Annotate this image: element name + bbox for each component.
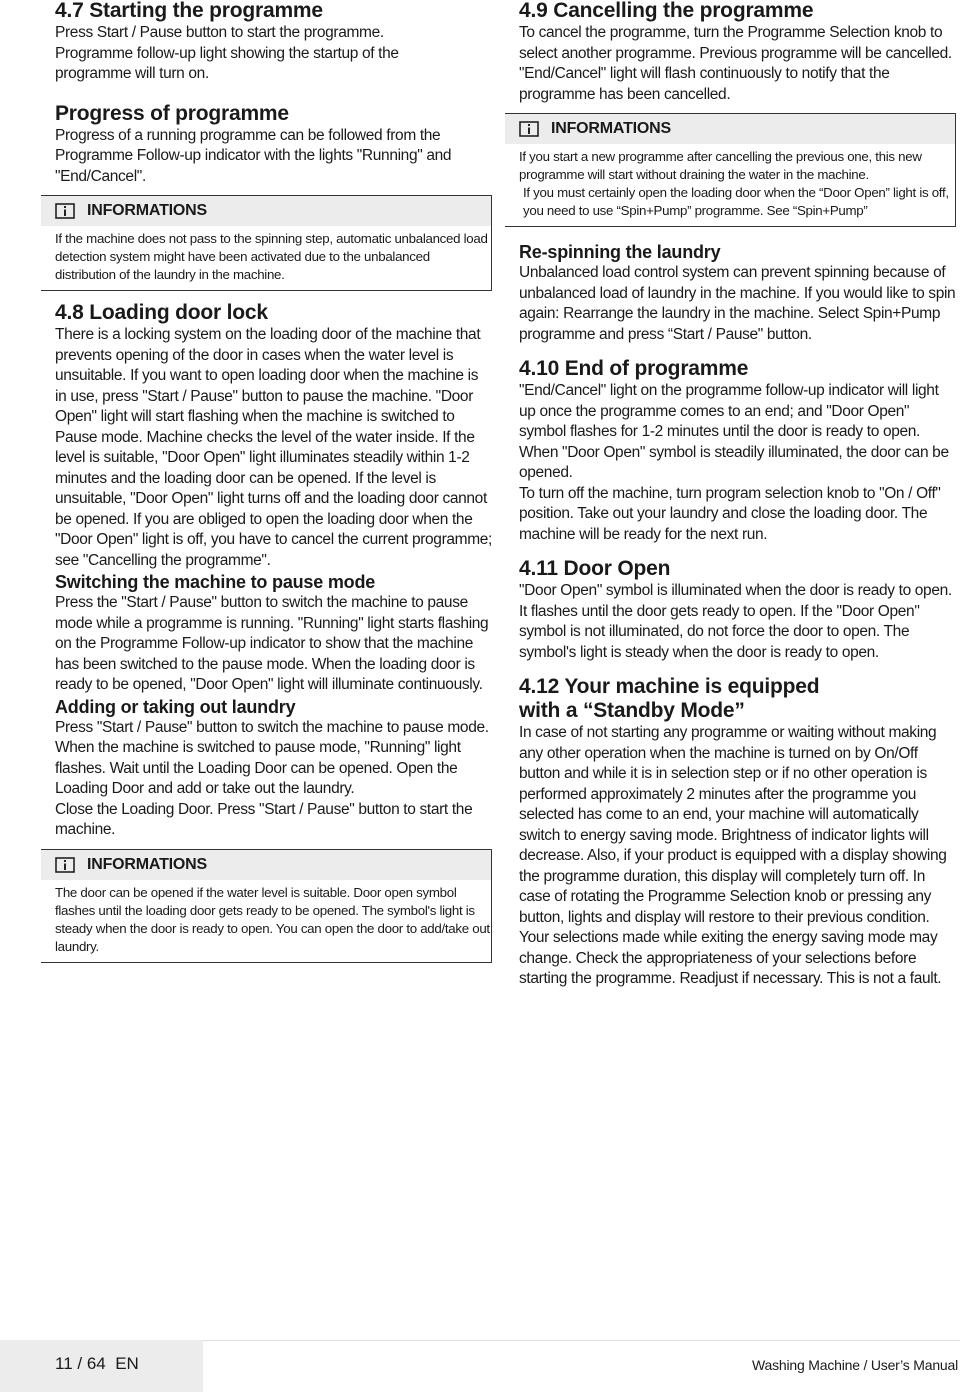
respin-text: Unbalanced load control system can prevent spinning because of unbalanced load of laundry in the machine. If you would like to spin again: Rearrange the laundry in the machine. Select Spin+Pump programme and press “Start / Pause" button.: [519, 264, 956, 343]
info-box-title: INFORMATIONS: [551, 120, 671, 137]
info-icon: [519, 121, 539, 137]
info-box-title: INFORMATIONS: [87, 855, 207, 873]
section-4-7-text: Press Start / Pause button to start the programme. Programme follow-up light showing the startup of the programme will turn on.: [55, 24, 399, 82]
section-4-9-text: To cancel the programme, turn the Programme Selection knob to select another programme. Previous programme will be cancelled. "End/Cancel" light will flash continuously to notify that the programme has been cancelled.: [519, 24, 952, 103]
right-column: [519, 0, 956, 990]
page-number: [55, 1354, 139, 1374]
section-4-10-text-2: To turn off the machine, turn program selection knob to "On / Off" position. Take out your laundry and close the loading door. The machine will be ready for the next run.: [519, 484, 941, 543]
section-4-7-title: 4.7 Starting the programme: [55, 0, 323, 22]
info-box-text-2: If you must certainly open the loading door when the “Door Open” light is off, you need to use “Spin+Pump” programme. See “Spin+Pump”: [523, 185, 949, 218]
page-count: 11 / 64: [55, 1354, 106, 1373]
progress-title: Progress of programme: [55, 101, 289, 125]
info-box-cancel: [505, 113, 956, 227]
section-4-12-title-line-2: with a “Standby Mode”: [519, 699, 745, 722]
progress-text: Progress of a running programme can be followed from the Programme Follow-up indicator with the lights "Running" and "End/Cancel".: [55, 126, 452, 185]
info-box-header: [505, 114, 955, 144]
info-box-header: [41, 196, 491, 226]
info-icon: [55, 857, 75, 873]
info-box-text: The door can be opened if the water level is suitable. Door open symbol flashes until the loading door gets ready to be opened. The symbol's light is steady when the door is ready to open. You can open the door to add/take out laundry.: [55, 884, 490, 954]
section-4-10-text: "End/Cancel" light on the programme follow-up indicator will light up once the programme comes to an end; and "Door Open" symbol flashes for 1-2 minutes until the door is ready to open. When "Door Open" symbol is steadily illuminated, the door can be opened.: [519, 382, 949, 481]
info-box-door: [41, 849, 492, 963]
info-box-header: [41, 850, 491, 880]
pause-mode-text: Press the "Start / Pause" button to switch the machine to pause mode while a programme is running. "Running" light starts flashing on the Programme Follow-up indicator to show that the machine has been switched to the pause mode. When the loading door is ready to be opened, "Door Open" light will illuminate continuously.: [55, 594, 489, 693]
section-4-11-text: "Door Open" symbol is illuminated when the door is ready to open. It flashes until the door gets ready to open. If the "Door Open" symbol is not illuminated, do not force the door to open. The symbol's light is steady when the door is ready to open.: [519, 582, 952, 661]
section-4-10-title: 4.10 End of programme: [519, 357, 749, 380]
footer-divider: [203, 1340, 960, 1341]
info-box-text: If you start a new programme after cancelling the previous one, this new programme will start without draining the water in the machine.: [519, 149, 922, 182]
info-box-spinning: [41, 195, 492, 291]
adding-laundry-title: Adding or taking out laundry: [55, 696, 296, 717]
adding-laundry-text-2: Close the Loading Door. Press "Start / Pause" button to start the machine.: [55, 800, 473, 838]
info-icon: [55, 203, 75, 219]
section-4-11-title: 4.11 Door Open: [519, 557, 671, 580]
pause-mode-title: Switching the machine to pause mode: [55, 572, 376, 592]
adding-laundry-text: Press "Start / Pause" button to switch the machine to pause mode. When the machine is switched to pause mode, "Running" light flashes. Wait until the Loading Door can be opened. Open the Loading Door and add or take out the laundry.: [55, 718, 489, 797]
document-title: Washing Machine / User’s Manual: [752, 1357, 958, 1373]
info-box-text: If the machine does not pass to the spinning step, automatic unbalanced load detection system might have been activated due to the unbalanced distribution of the laundry in the machine.: [55, 231, 488, 282]
respin-title: Re-spinning the laundry: [519, 242, 721, 262]
language-code: EN: [115, 1354, 139, 1373]
section-4-9-title: 4.9 Cancelling the programme: [519, 0, 814, 22]
left-column: [55, 0, 492, 963]
section-4-8-text: There is a locking system on the loading door of the machine that prevents opening of the door in cases when the water level is unsuitable. If you want to open loading door when the machine is in use, press "Start / Pause" button to pause the machine. "Door Open" light will start flashing when the machine is switched to Pause mode. Machine checks the level of the water inside. If the level is suitable, "Door Open" light illuminates steadily within 1-2 minutes and the loading door can be opened. If the level is unsuitable, "Door Open" light turns off and the loading door cannot be opened. If you are obliged to open the loading door when the "Door Open" light is off, you have to cancel the current programme; see "Cancelling the programme".: [55, 326, 493, 569]
section-4-8-title: 4.8 Loading door lock: [55, 301, 268, 324]
info-box-title: INFORMATIONS: [87, 202, 207, 219]
section-4-12-title: 4.12 Your machine is equipped: [519, 675, 820, 698]
section-4-12-text: In case of not starting any programme or waiting without making any other operation when the machine is turned on by On/Off button and while it is in selection step or if no other operation is performed approximately 2 minutes after the programme you selected has come to an end, your machine will automatically switch to energy saving mode. Brightness of indicator lights will decrease. Also, if your product is equipped with a display showing the programme duration, this display will completely turn off. In case of rotating the Programme Selection knob or pressing any button, lights and display will restore to their previous condition. Your selections made while exiting the energy saving mode may change. Check the appropriateness of your selections before starting the programme. Readjust if necessary. This is not a fault.: [519, 724, 947, 987]
